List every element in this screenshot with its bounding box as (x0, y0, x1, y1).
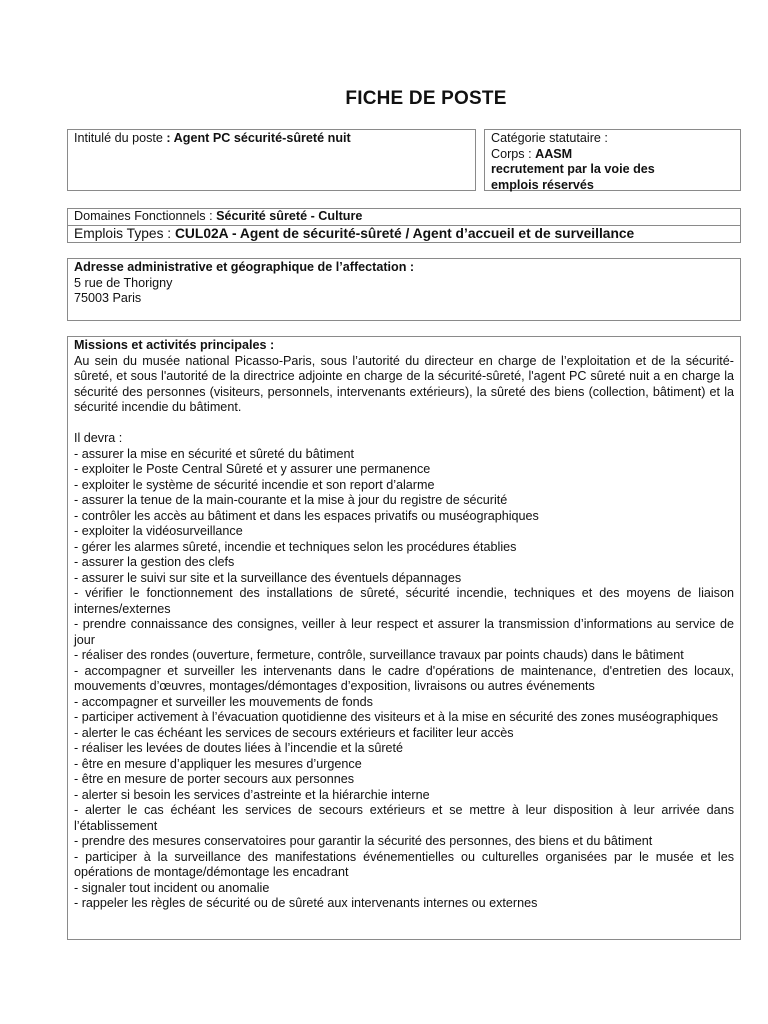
list-item: - assurer la tenue de la main-courante et la mise à jour du registre de sécurité (74, 493, 508, 507)
categorie-box (484, 129, 741, 191)
corps-label: Corps : (491, 146, 536, 161)
list-item: - alerter le cas échéant les services de secours extérieurs et faciliter leur accès (74, 725, 514, 740)
list-item: - assurer la gestion des clefs (74, 555, 235, 569)
emplois-value: CUL02A - Agent de sécurité-sûreté / Agent d’accueil et de surveillance (174, 226, 635, 241)
adresse-line1: 5 rue de Thorigny (74, 275, 173, 290)
domaines-emplois-box (67, 208, 741, 243)
list-item: - signaler tout incident ou anomalie (74, 880, 270, 895)
intitule-value: Agent PC sécurité-sûreté nuit (173, 131, 351, 145)
task-list (74, 447, 734, 912)
list-item: - assurer la mise en sécurité et sûreté du bâtiment (74, 446, 354, 461)
list-item: - exploiter la vidéosurveillance (74, 524, 243, 538)
categorie-label: Catégorie statutaire : (491, 131, 608, 145)
list-item: - participer activement à l’évacuation quotidienne des visiteurs et à la mise en sécurité des zones muséographiques (74, 710, 719, 724)
missions-intro: Au sein du musée national Picasso-Paris, sous l’autorité du directeur en charge de l’exploitation et de la sécurité-sûreté, et sous l'autorité de la directrice adjointe en charge de la sécurité-sûreté, l'agent PC sûreté nuit a en charge la sécurité des personnes (visiteurs, personnels, intervenants extérieurs), la sûreté des biens (collection, bâtiment) et la sécurité incendie du bâtiment. (74, 353, 734, 414)
list-item: - être en mesure d’appliquer les mesures d’urgence (74, 756, 362, 771)
list-item: - contrôler les accès au bâtiment et dans les espaces privatifs ou muséographiques (74, 508, 539, 523)
list-item: - accompagner et surveiller les mouvements de fonds (74, 694, 373, 709)
emplois-line (74, 225, 634, 242)
spacer (74, 416, 734, 432)
intitule-sep: : (162, 131, 174, 145)
missions-lead: Il devra : (74, 431, 123, 445)
missions-box (67, 336, 741, 940)
list-item: - alerter si besoin les services d’astreinte et la hiérarchie interne (74, 787, 430, 802)
list-item: - gérer les alarmes sûreté, incendie et techniques selon les procédures établies (74, 539, 517, 554)
corps-value: AASM (535, 146, 573, 161)
recrutement-text: recrutement par la voie des emplois réservés (491, 162, 655, 192)
adresse-heading: Adresse administrative et géographique de l’affectation : (74, 260, 415, 274)
list-item: - rappeler les règles de sécurité ou de sûreté aux intervenants internes ou externes (74, 896, 538, 910)
list-item: - réaliser des rondes (ouverture, fermeture, contrôle, surveillance travaux par points chauds) dans le bâtiment (74, 648, 684, 662)
domaines-value: Sécurité sûreté - Culture (216, 209, 363, 223)
domaines-line (74, 209, 362, 225)
list-item: - réaliser les levées de doutes liées à l’incendie et la sûreté (74, 741, 404, 755)
page-title: FICHE DE POSTE (345, 88, 507, 109)
adresse-box (67, 258, 741, 321)
list-item: - accompagner et surveiller les intervenants dans le cadre d'opérations de maintenance, d'entretien des locaux, mouvements d’œuvres, montages/démontages d’exposition, livraisons ou autres événements (74, 663, 734, 693)
intitule-box (67, 129, 476, 191)
missions-heading: Missions et activités principales : (74, 338, 275, 352)
list-item: - exploiter le système de sécurité incendie et son report d’alarme (74, 477, 435, 492)
list-item: - participer à la surveillance des manifestations événementielles ou culturelles organisées par le musée et les opérations de montage/démontage les encadrant (74, 849, 734, 879)
list-item: - être en mesure de porter secours aux personnes (74, 772, 355, 786)
corps-line (491, 147, 734, 163)
list-item: - alerter le cas échéant les services de secours extérieurs et se mettre à leur disposition à leur arrivée dans l’établissement (74, 803, 734, 833)
list-item: - prendre des mesures conservatoires pour garantir la sécurité des personnes, des biens et du bâtiment (74, 834, 653, 848)
domaines-label: Domaines Fonctionnels : (74, 209, 217, 223)
intitule-label: Intitulé du poste (74, 131, 163, 145)
list-item: - prendre connaissance des consignes, veiller à leur respect et assurer la transmission d’informations au service de jour (74, 617, 734, 647)
list-item: - exploiter le Poste Central Sûreté et y assurer une permanence (74, 462, 431, 476)
adresse-line2: 75003 Paris (74, 291, 142, 305)
emplois-label: Emplois Types : (74, 226, 175, 241)
list-item: - vérifier le fonctionnement des installations de sûreté, sécurité incendie, techniques et des moyens de liaison internes/externes (74, 586, 734, 616)
list-item: - assurer le suivi sur site et la surveillance des éventuels dépannages (74, 570, 462, 585)
